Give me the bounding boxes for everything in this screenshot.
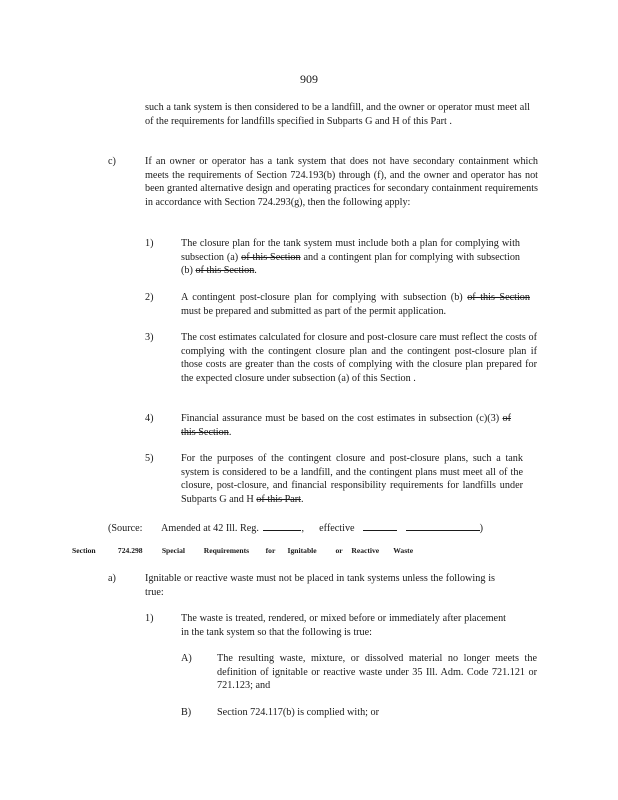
deleted-text: of this Section [467, 292, 530, 303]
section-word: Section [72, 546, 96, 555]
deleted-text: of this Section [195, 265, 255, 277]
source-effective: effective [319, 523, 355, 534]
date-blank [363, 520, 397, 531]
item-a1A-text: The resulting waste, mixture, or dissolved material no longer meets the definition of ignitable or reactive waste under 35 Ill. Adm. Code 721.121 or 721.123; and [217, 653, 537, 692]
item-c5-label: 5) [145, 453, 154, 464]
item-a1B-label: B) [181, 707, 192, 718]
section-number: 724.298 [117, 546, 143, 555]
page-number: 909 [300, 72, 318, 86]
item-c2-label: 2) [145, 292, 154, 303]
deleted-text: of this Section [241, 251, 301, 263]
item-c5-text: For the purposes of the contingent closure and post-closure plans, such a tank system is considered to be a landfill, and the contingent plans must meet all of the closure, post-closure, and financial responsibility requirements for landfills under Subparts G and H of this Part. [181, 453, 523, 505]
source-note [108, 520, 483, 536]
item-a1A-label: A) [181, 653, 192, 664]
source-close: ) [479, 523, 484, 534]
item-a1-text: The waste is treated, rendered, or mixed before or immediately after placement in the tank system so that the following is true: [181, 613, 506, 638]
item-c1-text: The closure plan for the tank system must include both a plan for complying with subsection (a) of this Section and a contingent plan for complying with subsection (b) of this Section. [181, 238, 521, 277]
subsection-c-text: If an owner or operator has a tank system that does not have secondary containment which meets the requirements of Section 724.193(b) through (f), and the owner and operator has not been granted alternative design and operating practices for secondary containment requirements in accordance with Section 724.293(g), then the following apply: [145, 156, 538, 208]
item-a1-label: 1) [145, 613, 154, 624]
section-heading: Section 724.298 Special Requirements for Ignitable or Reactive Waste [72, 546, 414, 555]
item-c2-text: A contingent post-closure plan for complying with subsection (b) of this Section must be prepared and submitted as part of the permit application. [181, 292, 530, 317]
register-blank [263, 520, 301, 531]
date-blank [406, 520, 480, 531]
item-a1B-text: Section 724.117(b) is complied with; or [217, 707, 380, 718]
source-amended: Amended at 42 Ill. Reg. [161, 523, 259, 534]
subsection-a-label: a) [108, 573, 116, 584]
source-comma: , [301, 523, 305, 534]
item-c3-text: The cost estimates calculated for closure and post-closure care must reflect the costs of complying with the contingent closure plan and the contingent post-closure plan if those costs are greater than the costs of complying with the closure plan prepared for the expected closure under subsection (a) of this Section . [181, 332, 537, 384]
subsection-a-text: Ignitable or reactive waste must not be placed in tank systems unless the following is true: [145, 573, 495, 598]
item-c4-label: 4) [145, 413, 154, 424]
continuation-paragraph: such a tank system is then considered to be a landfill, and the owner or operator must meet all of the requirements for landfills specified in Subparts G and H of this Part . [145, 102, 530, 127]
item-c1-label: 1) [145, 238, 154, 249]
deleted-text: of this Part [256, 493, 301, 505]
subsection-c-label: c) [108, 156, 116, 167]
item-c3-label: 3) [145, 332, 154, 343]
source-open: (Source: [108, 523, 143, 534]
item-c4-text: Financial assurance must be based on the cost estimates in subsection (c)(3) of this Section. [181, 413, 511, 438]
deleted-text: of this Section [181, 413, 511, 438]
